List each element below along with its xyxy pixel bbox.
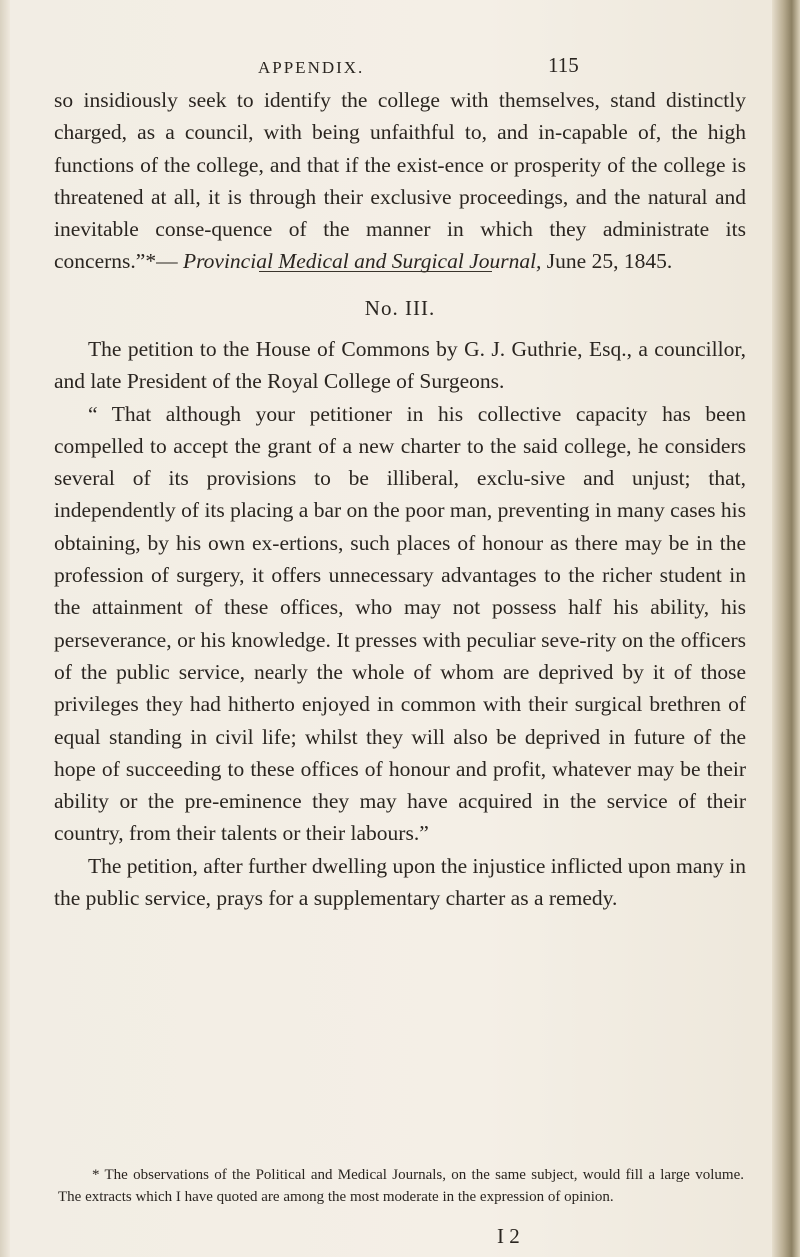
page-number: 115	[548, 53, 579, 77]
page-header	[0, 53, 760, 82]
journal-date: June 25, 1845.	[541, 249, 673, 274]
petition-intro-paragraph: The petition to the House of Commons by G. J. Guthrie, Esq., a councillor, and late President of the Royal College of Surgeons.	[54, 337, 746, 394]
footnote: * The observations of the Political and Medical Journals, on the same subject, would fill a large volume. The extracts which I have quoted are among the most moderate in the expression of opinion.	[58, 1167, 744, 1205]
page-gutter-shadow	[0, 0, 10, 1257]
running-head: APPENDIX.	[258, 58, 365, 77]
paragraph-body: so insidiously seek to identify the college with themselves, stand distinctly charged, as a council, with being unfaithful to, and in-capable of, the high functions of the college, and that if the exist-ence or prosperity of the college is threatened at all, it is through their exclusive proceedings, and the natural and inevitable conse-quence of the manner in which they administrate its concerns.”*—	[54, 88, 746, 274]
continued-paragraph	[54, 84, 746, 278]
paragraph-continuation	[54, 84, 746, 278]
section-heading: No. III.	[364, 296, 436, 320]
signature-mark: I 2	[497, 1224, 520, 1248]
petition-summary-paragraph: The petition, after further dwelling upon the injustice inflicted upon many in the public service, prays for a supplementary charter as a remedy.	[54, 853, 746, 911]
journal-title: Provincial Medical and Surgical Journal,	[182, 249, 542, 274]
page-edge-binding	[772, 0, 800, 1257]
petition-quote-paragraph: “ That although your petitioner in his collective capacity has been compelled to accept the grant of a new charter to the said college, he considers several of its provisions to be illiberal, exclu-sive and unjust; that, independently of its placing a bar on the poor man, preventing in many cases his obtaining, by his own ex-ertions, such places of honour as there may be in the profession of surgery, it offers unnecessary advantages to the richer student in the attainment of these offices, who may not possess half his ability, his perseverance, or his knowledge. It presses with peculiar seve-rity on the officers of the public service, nearly the whole of whom are deprived by it of those privileges they had hitherto enjoyed in common with their surgical brethren of equal standing in civil life; whilst they will also be deprived in future of the hope of succeeding to these offices of honour and profit, whatever may be their ability or the pre-eminence they may have acquired in the service of their country, from their talents or their labours.”	[54, 401, 746, 846]
section-body	[54, 333, 746, 914]
section-divider-rule	[259, 271, 492, 272]
